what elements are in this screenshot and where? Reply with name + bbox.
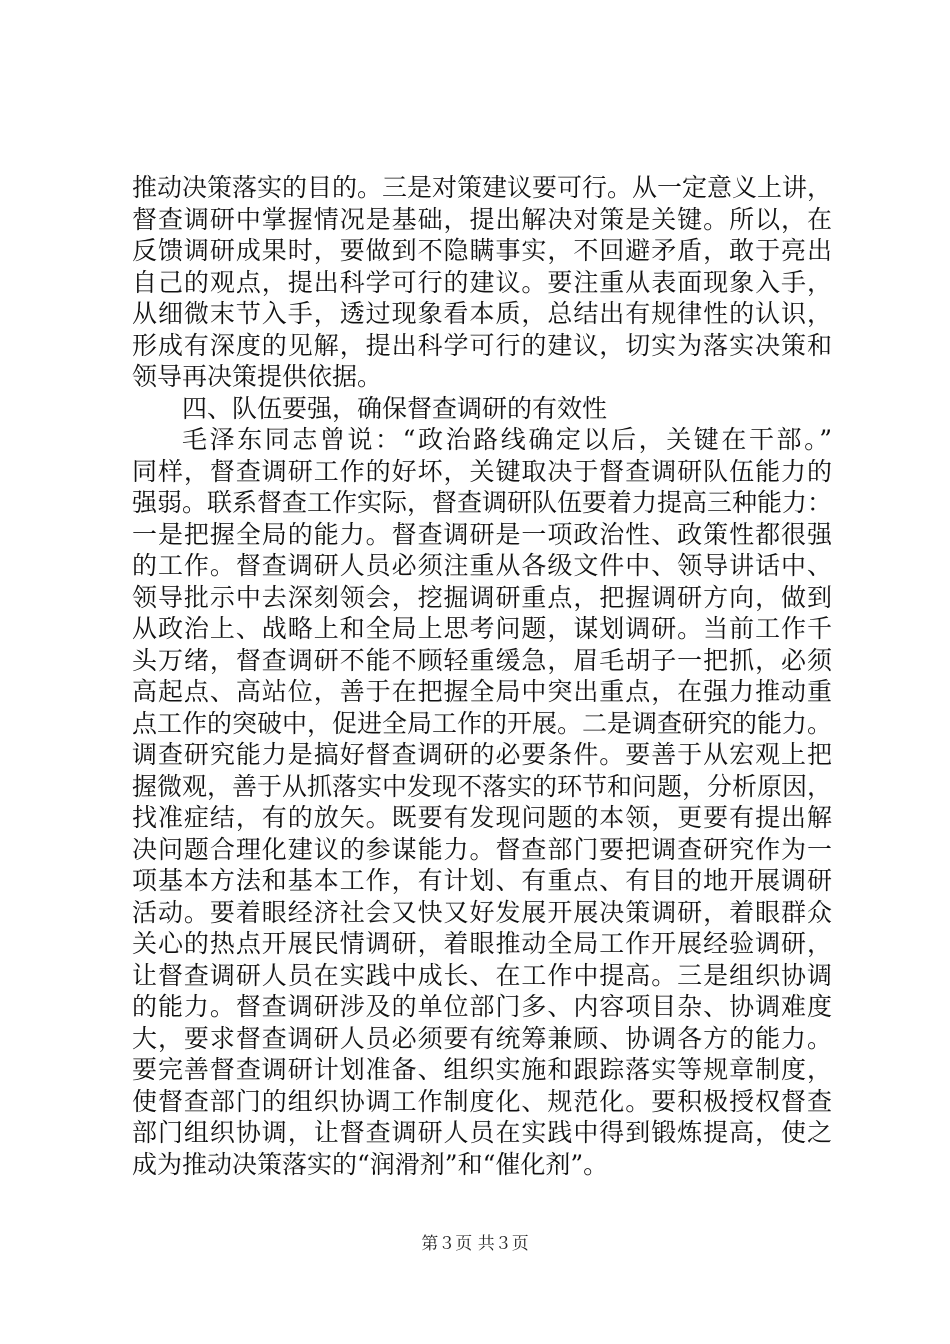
text-line: 毛泽东同志曾说：“政治路线确定以后，关键在干部。” xyxy=(182,425,832,454)
text-line: 成为推动决策落实的“润滑剂”和“催化剂”。 xyxy=(132,1149,609,1179)
text-line: 部门组织协调，让督查调研人员在实践中得到锻炼提高，使之 xyxy=(132,1118,832,1147)
text-line: 高起点、高站位，善于在把握全局中突出重点，在强力推动重 xyxy=(132,677,832,706)
document-body xyxy=(132,172,832,1180)
text-line: 形成有深度的见解，提出科学可行的建议，切实为落实决策和 xyxy=(132,330,832,360)
text-line: 的工作。督查调研人员必须注重从各级文件中、领导讲话中、 xyxy=(132,551,832,580)
section-heading: 四、队伍要强，确保督查调研的有效性 xyxy=(182,393,608,423)
text-line: 关心的热点开展民情调研，着眼推动全局工作开展经验调研， xyxy=(132,929,832,958)
text-line: 自己的观点，提出科学可行的建议。要注重从表面现象入手， xyxy=(132,267,832,297)
text-line: 决问题合理化建议的参谋能力。督查部门要把调查研究作为一 xyxy=(132,834,832,864)
text-line: 活动。要着眼经济社会又快又好发展开展决策调研，着眼群众 xyxy=(132,897,832,927)
text-line: 大，要求督查调研人员必须要有统筹兼顾、协调各方的能力。 xyxy=(132,1023,832,1053)
text-line: 找准症结，有的放矢。既要有发现问题的本领，更要有提出解 xyxy=(132,803,832,832)
text-line: 的能力。督查调研涉及的单位部门多、内容项目杂、协调难度 xyxy=(132,992,832,1021)
text-line: 让督查调研人员在实践中成长、在工作中提高。三是组织协调 xyxy=(132,960,832,990)
text-line: 调查研究能力是搞好督查调研的必要条件。要善于从宏观上把 xyxy=(132,740,832,769)
text-line: 点工作的突破中，促进全局工作的开展。二是调查研究的能力。 xyxy=(132,708,833,738)
text-line: 要完善督查调研计划准备、组织实施和跟踪落实等规章制度， xyxy=(132,1055,832,1084)
text-line: 一是把握全局的能力。督查调研是一项政治性、政策性都很强 xyxy=(132,519,832,549)
text-line: 从政治上、战略上和全局上思考问题，谋划调研。当前工作千 xyxy=(132,614,832,643)
text-line: 领导再决策提供依据。 xyxy=(132,362,383,391)
page-number: 第３页 共３页 xyxy=(421,1234,529,1254)
text-line: 项基本方法和基本工作，有计划、有重点、有目的地开展调研 xyxy=(132,866,832,895)
text-line: 头万绪，督查调研不能不顾轻重缓急，眉毛胡子一把抓，必须 xyxy=(132,645,832,675)
text-line: 推动决策落实的目的。三是对策建议要可行。从一定意义上讲， xyxy=(132,173,833,202)
text-line: 督查调研中掌握情况是基础，提出解决对策是关键。所以，在 xyxy=(132,204,832,234)
text-line: 同样，督查调研工作的好坏，关键取决于督查调研队伍能力的 xyxy=(132,456,832,486)
text-line: 使督查部门的组织协调工作制度化、规范化。要积极授权督查 xyxy=(132,1086,832,1116)
text-line: 领导批示中去深刻领会，挖掘调研重点，把握调研方向，做到 xyxy=(132,582,832,612)
text-line: 握微观，善于从抓落实中发现不落实的环节和问题，分析原因， xyxy=(132,771,833,801)
text-line: 反馈调研成果时，要做到不隐瞒事实，不回避矛盾，敢于亮出 xyxy=(132,236,832,265)
text-line: 从细微末节入手，透过现象看本质，总结出有规律性的认识， xyxy=(132,299,832,328)
text-line: 强弱。联系督查工作实际，督查调研队伍要着力提高三种能力： xyxy=(132,488,833,517)
